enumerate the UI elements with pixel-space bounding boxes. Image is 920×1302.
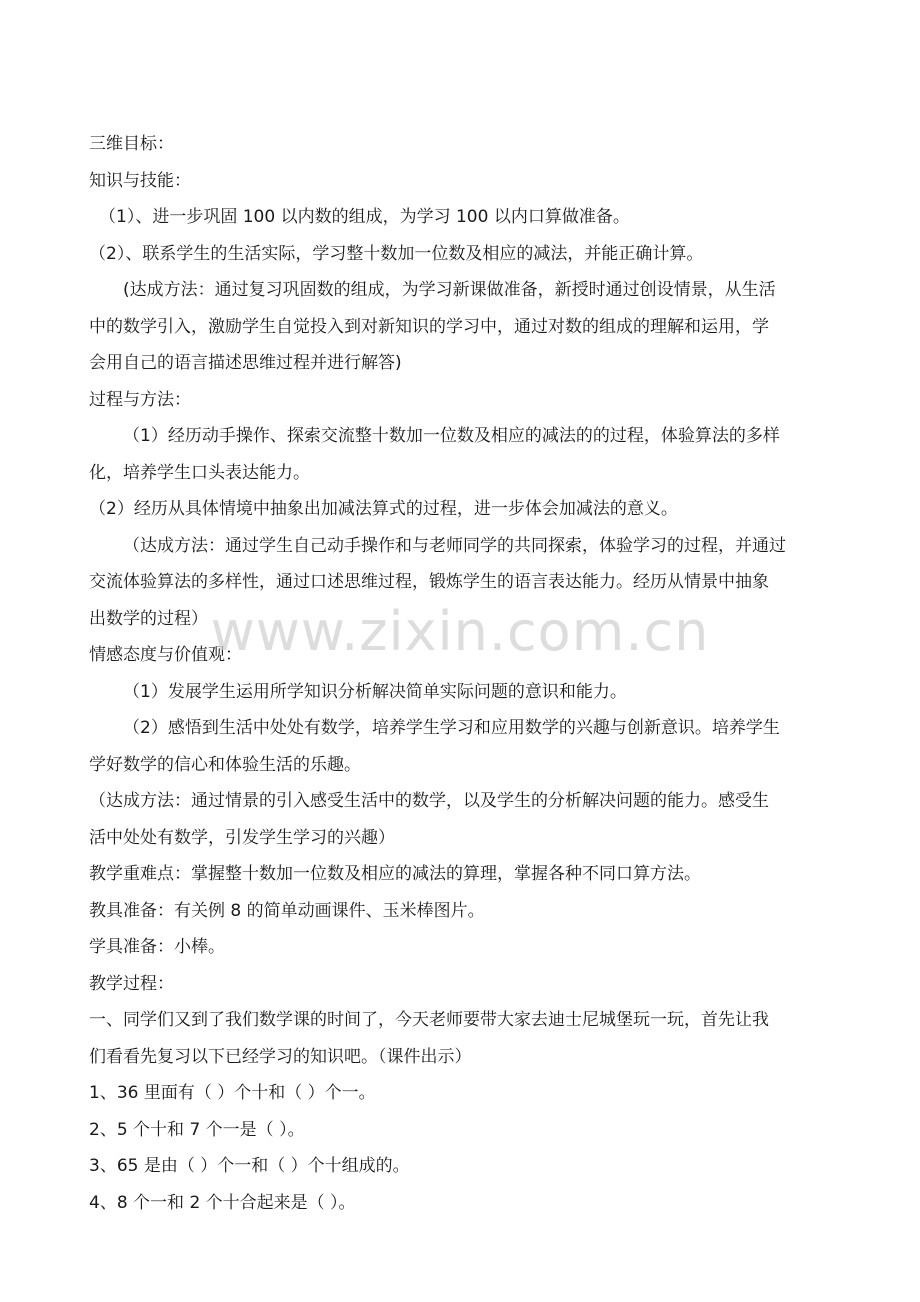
heading-knowledge-skills: 知识与技能：: [89, 170, 191, 191]
document-body: [89, 126, 839, 1221]
process-item-1-line-2: 化，培养学生口头表达能力。: [89, 462, 310, 483]
process-step-1-line-2: 们看看先复习以下已经学习的知识吧。（课件出示）: [89, 1046, 472, 1067]
exercise-2: 2、5 个十和 7 个一是（ ）。: [89, 1119, 305, 1140]
method-note-1-line-3: 会用自己的语言描述思维过程并进行解答): [89, 353, 402, 373]
heading-three-dimensional-goals: 三维目标：: [89, 134, 174, 154]
teaching-key-points: 教学重难点：掌握整十数加一位数及相应的减法的算理，掌握各种不同口算方法。: [89, 864, 701, 884]
exercise-4: 4、8 个一和 2 个十合起来是（ ）。: [89, 1192, 356, 1213]
learning-aids: 学具准备：小棒。: [89, 937, 225, 957]
method-note-3-line-1: （达成方法：通过情景的引入感受生活中的数学，以及学生的分析解决问题的能力。感受生: [89, 791, 769, 811]
emotion-item-1: （1）发展学生运用所学知识分析解决简单实际问题的意识和能力。: [123, 681, 627, 702]
process-item-1-line-1: （1）经历动手操作、探索交流整十数加一位数及相应的减法的的过程，体验算法的多样: [123, 426, 780, 446]
method-note-1-line-2: 中的数学引入，激励学生自觉投入到对新知识的学习中，通过对数的组成的理解和运用，学: [89, 316, 769, 337]
method-note-2-line-2: 交流体验算法的多样性，通过口述思维过程，锻炼学生的语言表达能力。经历从情景中抽象: [89, 572, 769, 592]
heading-emotion-values: 情感态度与价值观：: [89, 645, 242, 665]
method-note-2-line-3: 出数学的过程）: [89, 608, 208, 629]
method-note-3-line-2: 活中处处有数学，引发学生学习的兴趣）: [89, 827, 395, 848]
method-note-2-line-1: （达成方法：通过学生自己动手操作和与老师同学的共同探索，体验学习的过程，并通过: [123, 535, 786, 556]
teaching-aids: 教具准备：有关例 8 的简单动画课件、玉米棒图片。: [89, 900, 485, 921]
method-note-1-line-1: (达成方法：通过复习巩固数的组成，为学习新课做准备，新授时通过创设情景，从生活: [123, 280, 776, 300]
knowledge-item-2: （2）、联系学生的生活实际，学习整十数加一位数及相应的减法，并能正确计算。: [89, 243, 704, 264]
heading-teaching-process: 教学过程：: [89, 973, 174, 994]
knowledge-item-1: （1）、进一步巩固 100 以内数的组成，为学习 100 以内口算做准备。: [99, 207, 630, 227]
watermark: www.zixin.com.cn: [210, 600, 710, 663]
emotion-item-2-line-1: （2）感悟到生活中处处有数学，培养学生学习和应用数学的兴趣与创新意识。培养学生: [123, 718, 780, 738]
process-item-2: （2）经历从具体情境中抽象出加减法算式的过程，进一步体会加减法的意义。: [89, 499, 678, 519]
exercise-3: 3、65 是由（ ）个一和（ ）个十组成的。: [89, 1156, 410, 1176]
heading-process-method: 过程与方法：: [89, 389, 191, 410]
process-step-1-line-1: 一、同学们又到了我们数学课的时间了，今天老师要带大家去迪士尼城堡玩一玩，首先让我: [89, 1010, 769, 1030]
emotion-item-2-line-2: 学好数学的信心和体验生活的乐趣。: [89, 754, 361, 775]
exercise-1: 1、36 里面有（ ）个十和（ ）个一。: [89, 1083, 376, 1103]
